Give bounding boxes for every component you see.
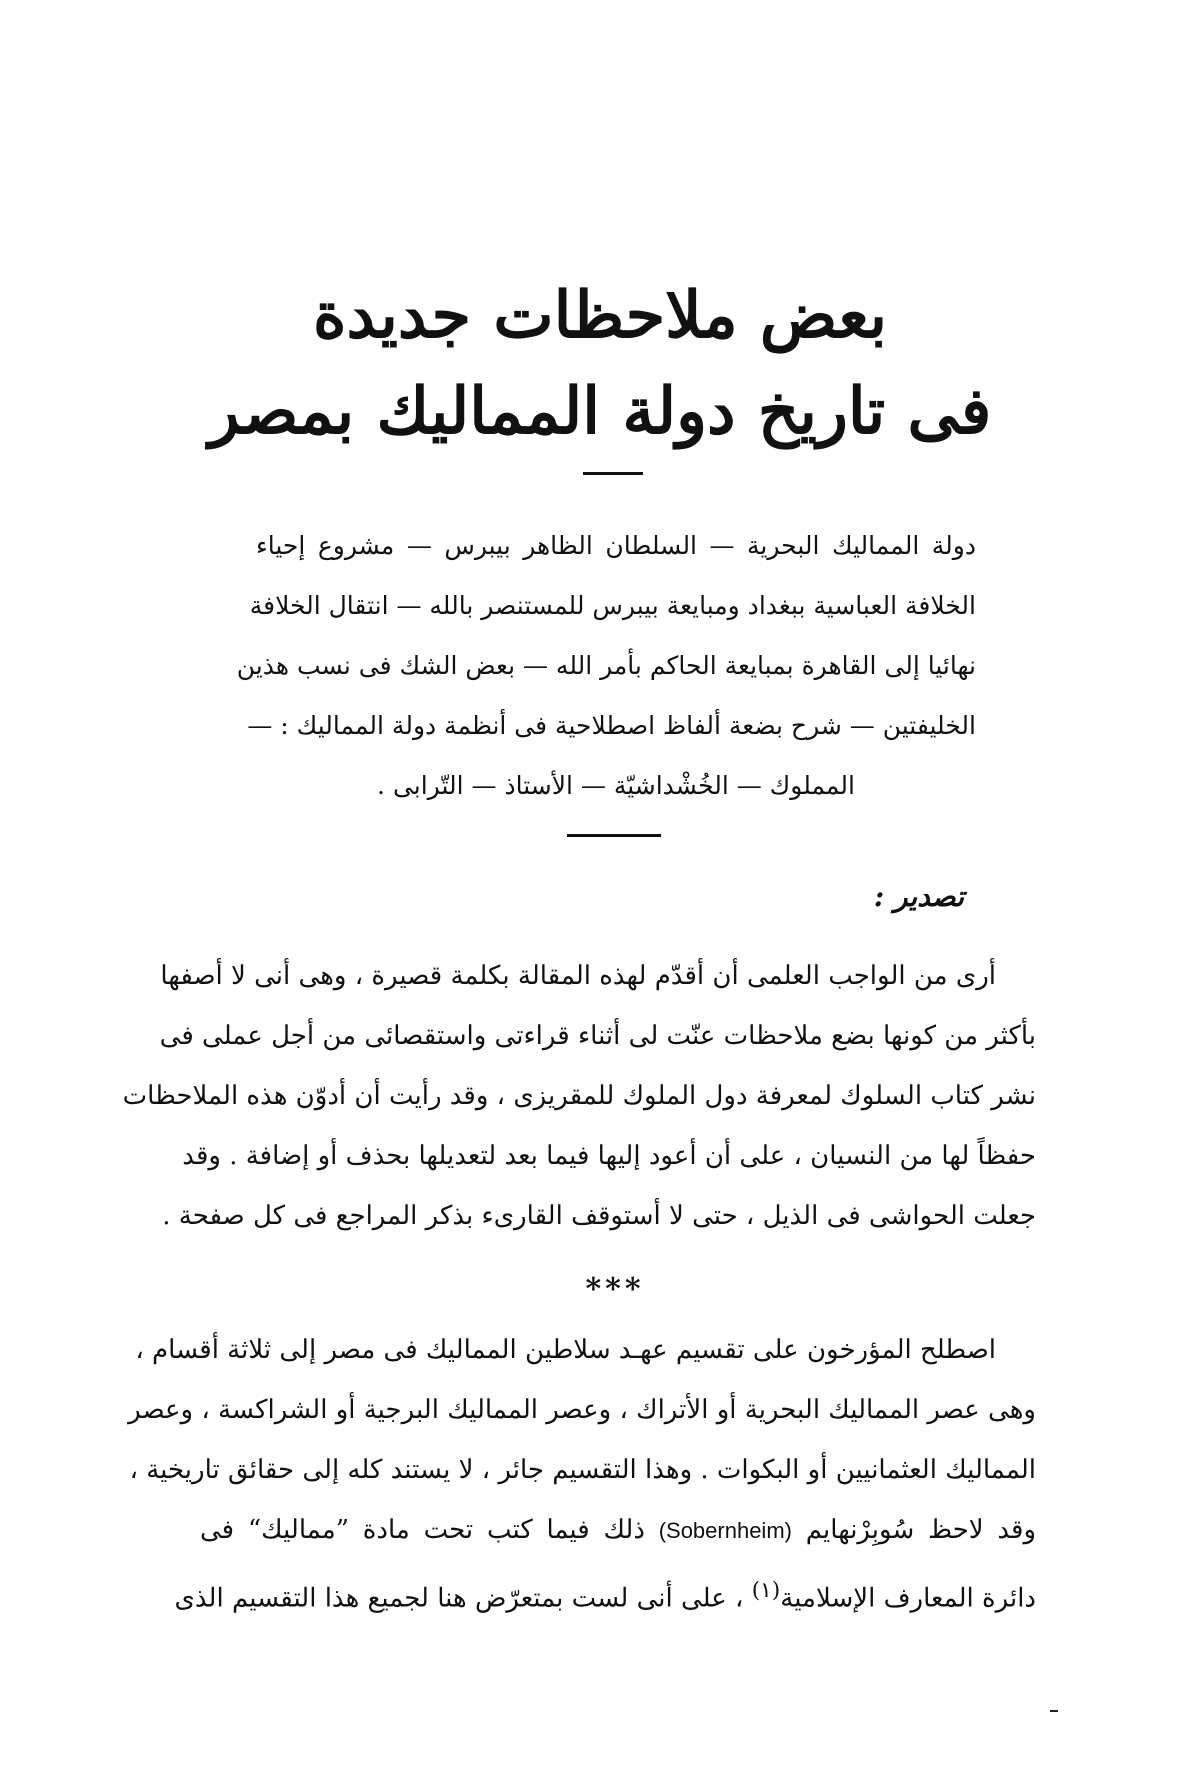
article-summary [236, 516, 977, 816]
title-line-1: بعض ملاحظات جديدة [312, 278, 888, 353]
summary-line: نهائيا إلى القاهرة بمبايعة الحاكم بأمر الله — بعض الشك فى نسب هذين [236, 651, 976, 680]
page-mark [1050, 1710, 1058, 1712]
paragraph-line: نشر كتاب السلوك لمعرفة دول الملوك للمقريزى ، وقد رأيت أن أدوّن هذه الملاحظات [122, 1081, 1036, 1111]
body-paragraph [128, 1320, 1036, 1629]
summary-line: الخلافة العباسية ببغداد ومبايعة بيبرس للمستنصر بالله — انتقال الخلافة [249, 591, 976, 620]
title-line-2: فى تاريخ دولة المماليك بمصر [208, 374, 992, 449]
paragraph-line: أرى من الواجب العلمى أن أقدّم لهذه المقالة بكلمة قصيرة ، وهى أنى لا أصفها [160, 961, 996, 991]
text-segment: دائرة المعارف الإسلامية [780, 1583, 1036, 1614]
intro-heading: تصدير : [873, 880, 964, 913]
paragraph-line [174, 1561, 1036, 1629]
paragraph-line: وهى عصر المماليك البحرية أو الأتراك ، وعصر المماليك البرجية أو الشراكسة ، وعصر [128, 1395, 1036, 1425]
title-divider [583, 472, 643, 475]
section-separator: *** [585, 1272, 645, 1307]
text-segment: ، على أنى لست بمتعرّض هنا لجميع هذا التقسيم الذى [174, 1583, 744, 1614]
paragraph-line: اصطلح المؤرخون على تقسيم عهـد سلاطين المماليك فى مصر إلى ثلاثة أقسام ، [135, 1335, 996, 1365]
text-segment: وقد لاحظ سُوبِرْنهايم [805, 1515, 1036, 1545]
summary-line: دولة المماليك البحرية — السلطان الظاهر بيبرس — مشروع إحياء [256, 531, 977, 560]
summary-line: الخليفتين — شرح بضعة ألفاظ اصطلاحية فى أنظمة دولة المماليك : — [247, 711, 976, 740]
paragraph-line: بأكثر من كونها بضع ملاحظات عنّت لى أثناء قراءتى واستقصائى من أجل عملى فى [159, 1021, 1036, 1051]
summary-divider [567, 834, 661, 837]
paragraph-line [200, 1500, 1036, 1561]
paragraph-line: المماليك العثمانيين أو البكوات . وهذا التقسيم جائر ، لا يستند كله إلى حقائق تاريخية ، [129, 1455, 1036, 1485]
intro-paragraph [122, 946, 1036, 1246]
text-segment: ذلك فيما كتب تحت مادة ”مماليك“ فى [200, 1515, 645, 1545]
paragraph-line: جعلت الحواشى فى الذيل ، حتى لا أستوقف القارىء بذكر المراجع فى كل صفحة . [162, 1201, 1036, 1231]
paragraph-line: حفظاً لها من النسيان ، على أن أعود إليها فيما بعد لتعديلها بحذف أو إضافة . وقد [182, 1141, 1036, 1171]
footnote-marker: (١) [751, 1578, 781, 1603]
article-title [160, 268, 1040, 460]
latin-name: (Sobernheim) [658, 1518, 792, 1543]
summary-line: المملوك — الخُشْداشيّة — الأستاذ — التّرابى . [377, 771, 855, 800]
